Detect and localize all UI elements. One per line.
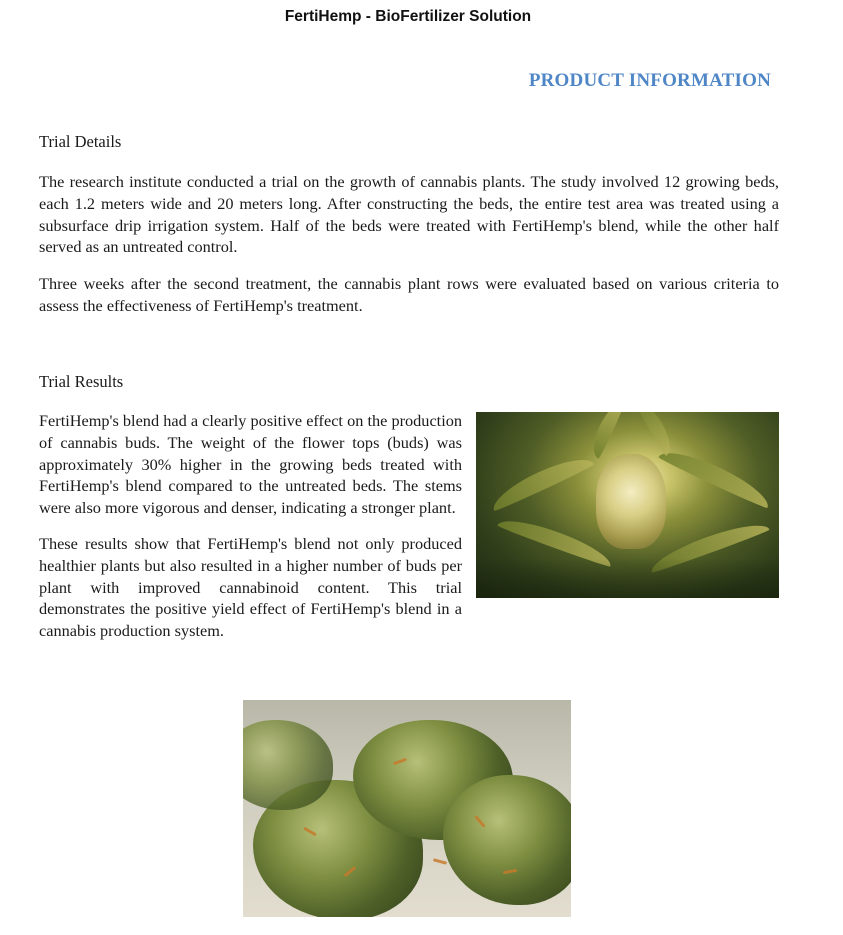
- trial-results-paragraph-2: These results show that FertiHemp's blend not only produced healthier plants but also resulted in a higher number of buds per plant with improved cannabinoid content. This trial demonstrates the positive yield effect of FertiHemp's blend in a cannabis production system.: [39, 533, 462, 641]
- trial-results-paragraph-1: FertiHemp's blend had a clearly positive effect on the production of cannabis buds. The weight of the flower tops (buds) was approximately 30% higher in the growing beds treated with FertiHemp's blend compared to the untreated beds. The stems were also more vigorous and denser, indicating a stronger plant.: [39, 411, 462, 518]
- trial-results-section: [39, 410, 779, 656]
- trial-details-paragraph-1: The research institute conducted a trial on the growth of cannabis plants. The study involved 12 growing beds, each 1.2 meters wide and 20 meters long. After constructing the beds, the entire test area was treated using a subsurface drip irrigation system. Half of the beds were treated with FertiHemp's blend, while the other half served as an untreated control.: [39, 172, 779, 257]
- trial-details-paragraph-2: Three weeks after the second treatment, the cannabis plant rows were evaluated based on various criteria to assess the effectiveness of FertiHemp's treatment.: [39, 274, 779, 315]
- product-information-heading: PRODUCT INFORMATION: [528, 70, 771, 91]
- cannabis-plant-photo: [476, 412, 779, 598]
- dried-cannabis-bud-photo: [243, 700, 571, 917]
- document-title: FertiHemp - BioFertilizer Solution: [284, 8, 532, 25]
- trial-results-heading: Trial Results: [39, 372, 124, 391]
- trial-details-heading: Trial Details: [39, 132, 122, 151]
